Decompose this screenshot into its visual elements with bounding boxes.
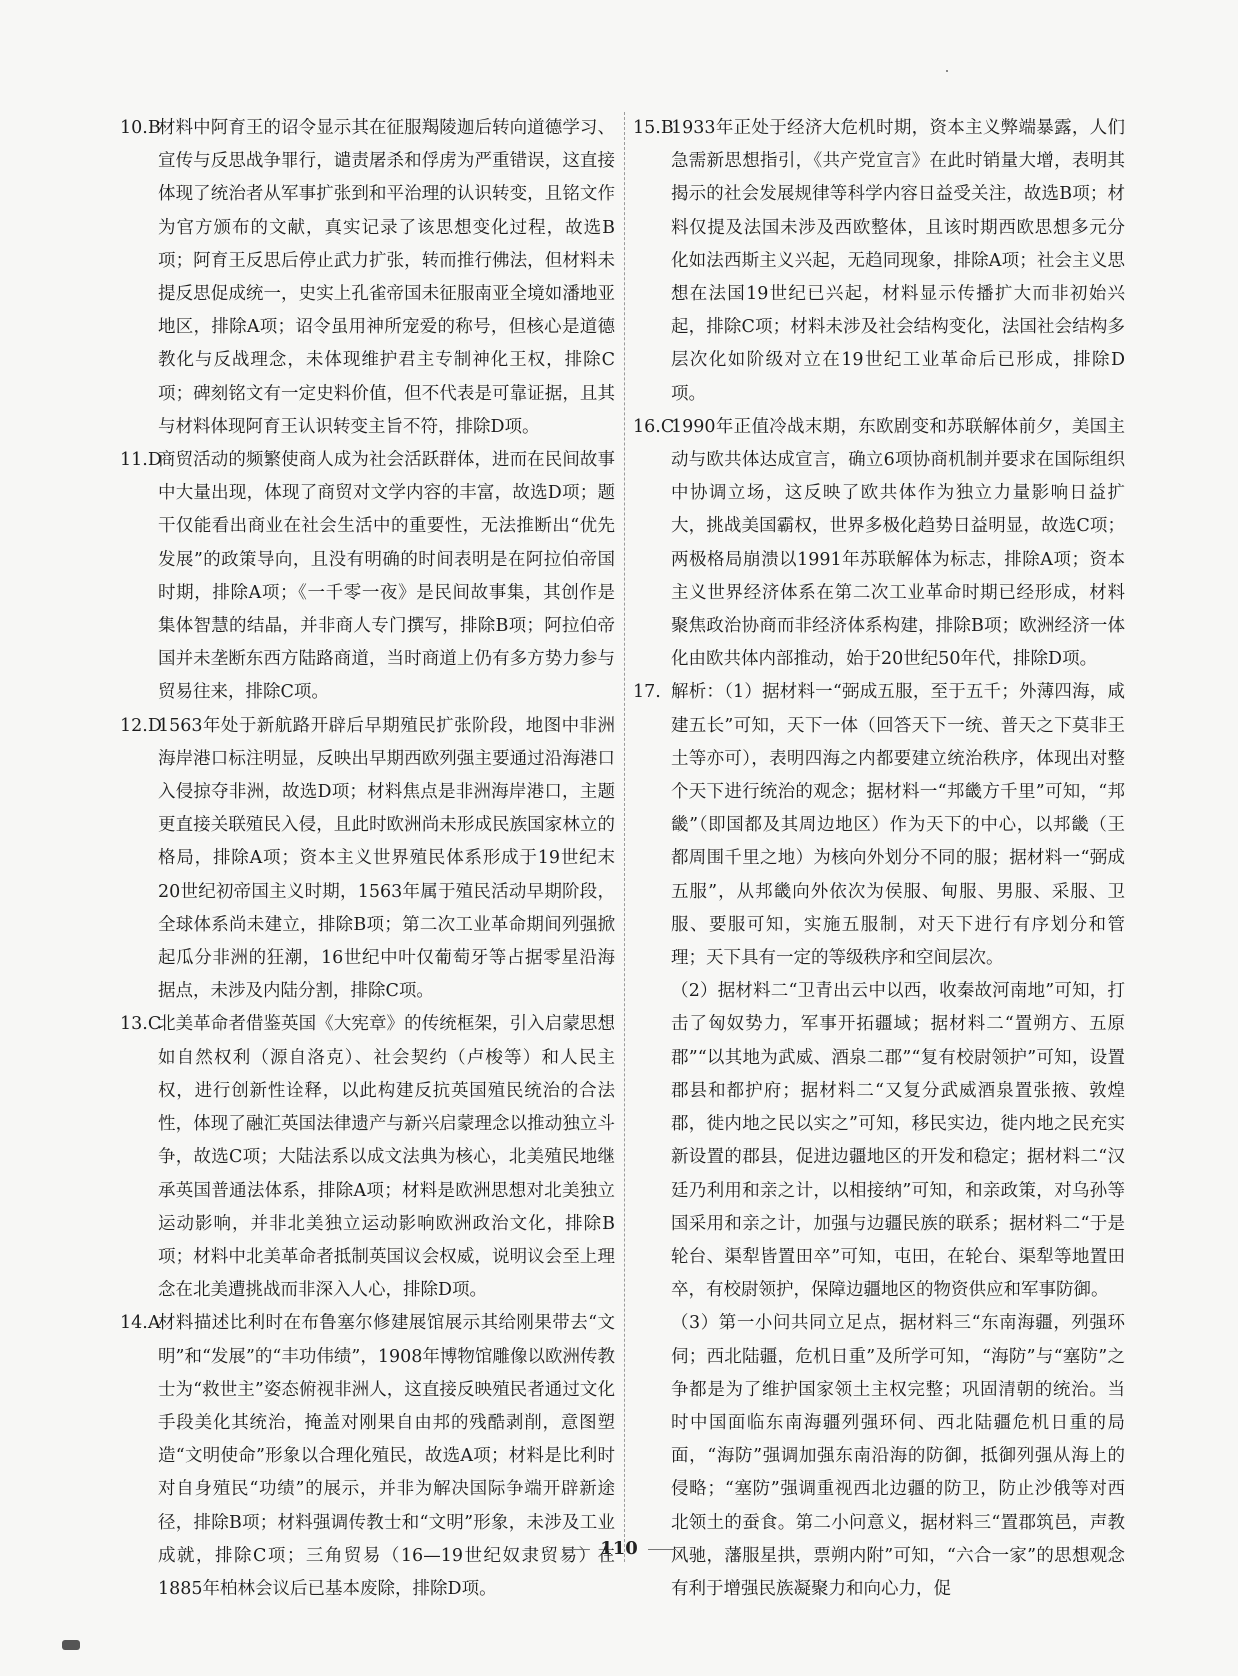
answer-item-13 [120, 1008, 615, 1307]
item-number: 17. [633, 682, 661, 703]
item-number: 10.B [120, 118, 161, 138]
right-column [633, 112, 1125, 1606]
item-text-wrap [633, 676, 1125, 975]
left-column [120, 112, 615, 1606]
item-number: 15.B [633, 118, 674, 138]
answer-item-11 [120, 444, 615, 710]
item-text: 材料中阿育王的诏令显示其在征服羯陵迦后转向道德学习、宣传与反思战争罪行，谴责屠杀和俘虏为严重错误，这直接体现了统治者从军事扩张到和平治理的认识转变，且铭文作为官方颁布的文献，真实记录了该思想变化过程，故选B项；阿育王反思后停止武力扩张，转而推行佛法，但材料未提反思促成统一，史实上孔雀帝国未征服南亚全境如潘地亚地区，排除A项；诏令虽用神所宠爱的称号，但核心是道德教化与反战理念，未体现维护君主专制神化王权，排除C项；碑刻铭文有一定史料价值，但不代表是可靠证据，且其与材料体现阿育王认识转变主旨不符，排除D项。 [158, 118, 615, 437]
item-text: 商贸活动的频繁使商人成为社会活跃群体，进而在民间故事中大量出现，体现了商贸对文学内容的丰富，故选D项；题干仅能看出商业在社会生活中的重要性，无法推断出“优先发展”的政策导向，且没有明确的时间表明是在阿拉伯帝国时期，排除A项；《一千零一夜》是民间故事集，其创作是集体智慧的结晶，并非商人专门撰写，排除B项；阿拉伯帝国并未垄断东西方陆路商道，当时商道上仍有多方势力参与贸易往来，排除C项。 [158, 450, 615, 703]
item-number: 14.A [120, 1313, 161, 1334]
answer-17-part-3: （3）第一小问共同立足点，据材料三“东南海疆，列强环伺；西北陆疆，危机日重”及所学可知，“海防”与“塞防”之争都是为了维护国家领土主权完整；巩固清朝的统治。当时中国面临东南海疆列强环伺、西北陆疆危机日重的局面，“海防”强调加强东南沿海的防御，抵御列强从海上的侵略；“塞防”强调重视西北边疆的防卫，防止沙俄等对西北领土的蚕食。第二小问意义，据材料三“置郡筑邑，声教风驰，藩服星拱，票朔内附”可知，“六合一家”的思想观念有利于增强民族凝聚力和向心力，促 [671, 1313, 1125, 1599]
page-number: 110 [600, 1538, 638, 1559]
footer-dash-right [648, 1549, 676, 1550]
item-text: 1933年正处于经济大危机时期，资本主义弊端暴露，人们急需新思想指引，《共产党宣言》在此时销量大增，表明其揭示的社会发展规律等科学内容日益受关注，故选B项；材料仅提及法国未涉及西欧整体，且该时期西欧思想多元分化如法西斯主义兴起，无趋同现象，排除A项；社会主义思想在法国19世纪已兴起，材料显示传播扩大而非初始兴起，排除C项；材料未涉及社会结构变化，法国社会结构多层次化如阶级对立在19世纪工业革命后已形成，排除D项。 [671, 118, 1125, 404]
item-number: 13.C [120, 1014, 162, 1035]
item-text: 北美革命者借鉴英国《大宪章》的传统框架，引入启蒙思想如自然权利（源自洛克）、社会契约（卢梭等）和人民主权，进行创新性诠释，以此构建反抗英国殖民统治的合法性，体现了融汇英国法律遗产与新兴启蒙理念以推动独立斗争，故选C项；大陆法系以成文法典为核心，北美殖民地继承英国普通法体系，排除A项；材料是欧洲思想对北美独立运动影响，并非北美独立运动影响欧洲政治文化，排除B项；材料中北美革命者抵制英国议会权威，说明议会至上理念在北美遭挑战而非深入人心，排除D项。 [158, 1014, 615, 1301]
page-footer [0, 1538, 1238, 1559]
column-divider [624, 112, 625, 1562]
item-text: 1990年正值冷战末期，东欧剧变和苏联解体前夕，美国主动与欧共体达成宣言，确立6项协商机制并要求在国际组织中协调立场，这反映了欧共体作为独立力量影响日益扩大，挑战美国霸权，世界多极化趋势日益明显，故选C项；两极格局崩溃以1991年苏联解体为标志，排除A项；资本主义世界经济体系在第二次工业革命时期已经形成，材料聚焦政治协商而非经济体系构建，排除B项；欧洲经济一体化由欧共体内部推动，始于20世纪50年代，排除D项。 [671, 416, 1125, 670]
answer-item-16 [633, 411, 1125, 677]
answer-item-17 [633, 676, 1125, 975]
scan-mark [62, 1640, 80, 1650]
footer-dash-left [562, 1549, 590, 1550]
item-number: 12.D [120, 715, 162, 736]
item-text: （1）据材料一“弼成五服，至于五千；外薄四海，咸建五长”可知，天下一体（回答天下一统、普天之下莫非王土等亦可），表明四海之内都要建立统治秩序，体现出对整个天下进行统治的观念；据材料一“邦畿方千里”可知，“邦畿”（即国都及其周边地区）作为天下的中心，以邦畿（王都周围千里之地）为核向外划分不同的服；据材料一“弼成五服”，从邦畿向外依次为侯服、甸服、男服、采服、卫服、要服可知，实施五服制，对天下进行有序划分和管理；天下具有一定的等级秩序和空间层次。 [671, 682, 1125, 969]
item-text: 1563年处于新航路开辟后早期殖民扩张阶段，地图中非洲海岸港口标注明显，反映出早期西欧列强主要通过沿海港口入侵掠夺非洲，故选D项；材料焦点是非洲海岸港口，主题更直接关联殖民入侵，且此时欧洲尚未形成民族国家林立的格局，排除A项；资本主义世界殖民体系形成于19世纪末20世纪初帝国主义时期，1563年属于殖民活动早期阶段，全球体系尚未建立，排除B项；第二次工业革命期间列强掀起瓜分非洲的狂潮，16世纪中叶仅葡萄牙等占据零星沿海据点，未涉及内陆分割，排除C项。 [158, 715, 615, 1002]
answer-17-part-2: （2）据材料二“卫青出云中以西，收秦故河南地”可知，打击了匈奴势力，军事开拓疆域；据材料二“置朔方、五原郡”“以其地为武威、酒泉二郡”“复有校尉领护”可知，设置郡县和都护府；据材料二“又复分武威酒泉置张掖、敦煌郡，徙内地之民以实之”可知，移民实边，徙内地之民充实新设置的郡县，促进边疆地区的开发和稳定；据材料二“汉廷乃利用和亲之计，以相接纳”可知，和亲政策，对乌孙等国采用和亲之计，加强与边疆民族的联系；据材料二“于是轮台、渠犁皆置田卒”可知，屯田，在轮台、渠犁等地置田卒，有校尉领护，保障边疆地区的物资供应和军事防御。 [671, 981, 1125, 1301]
answer-item-10 [120, 112, 615, 444]
item-text: 材料描述比利时在布鲁塞尔修建展馆展示其给刚果带去“文明”和“发展”的“丰功伟绩”，1908年博物馆雕像以欧洲传教士为“救世主”姿态俯视非洲人，这直接反映殖民者通过文化手段美化其统治，掩盖对刚果自由邦的残酷剥削，意图塑造“文明使命”形象以合理化殖民，故选A项；材料是比利时对自身殖民“功绩”的展示，并非为解决国际争端开辟新途径，排除B项；材料强调传教士和“文明”形象，未涉及工业成就，排除C项；三角贸易（16—19世纪奴隶贸易）在1885年柏林会议后已基本废除，排除D项。 [158, 1313, 615, 1599]
answer-item-12 [120, 710, 615, 1009]
answer-item-15 [633, 112, 1125, 411]
answer-item-14 [120, 1307, 615, 1606]
item-number: 11.D [120, 450, 162, 471]
analysis-label: 解析： [671, 682, 725, 703]
scan-speck [946, 70, 948, 72]
item-number: 16.C [633, 416, 675, 437]
